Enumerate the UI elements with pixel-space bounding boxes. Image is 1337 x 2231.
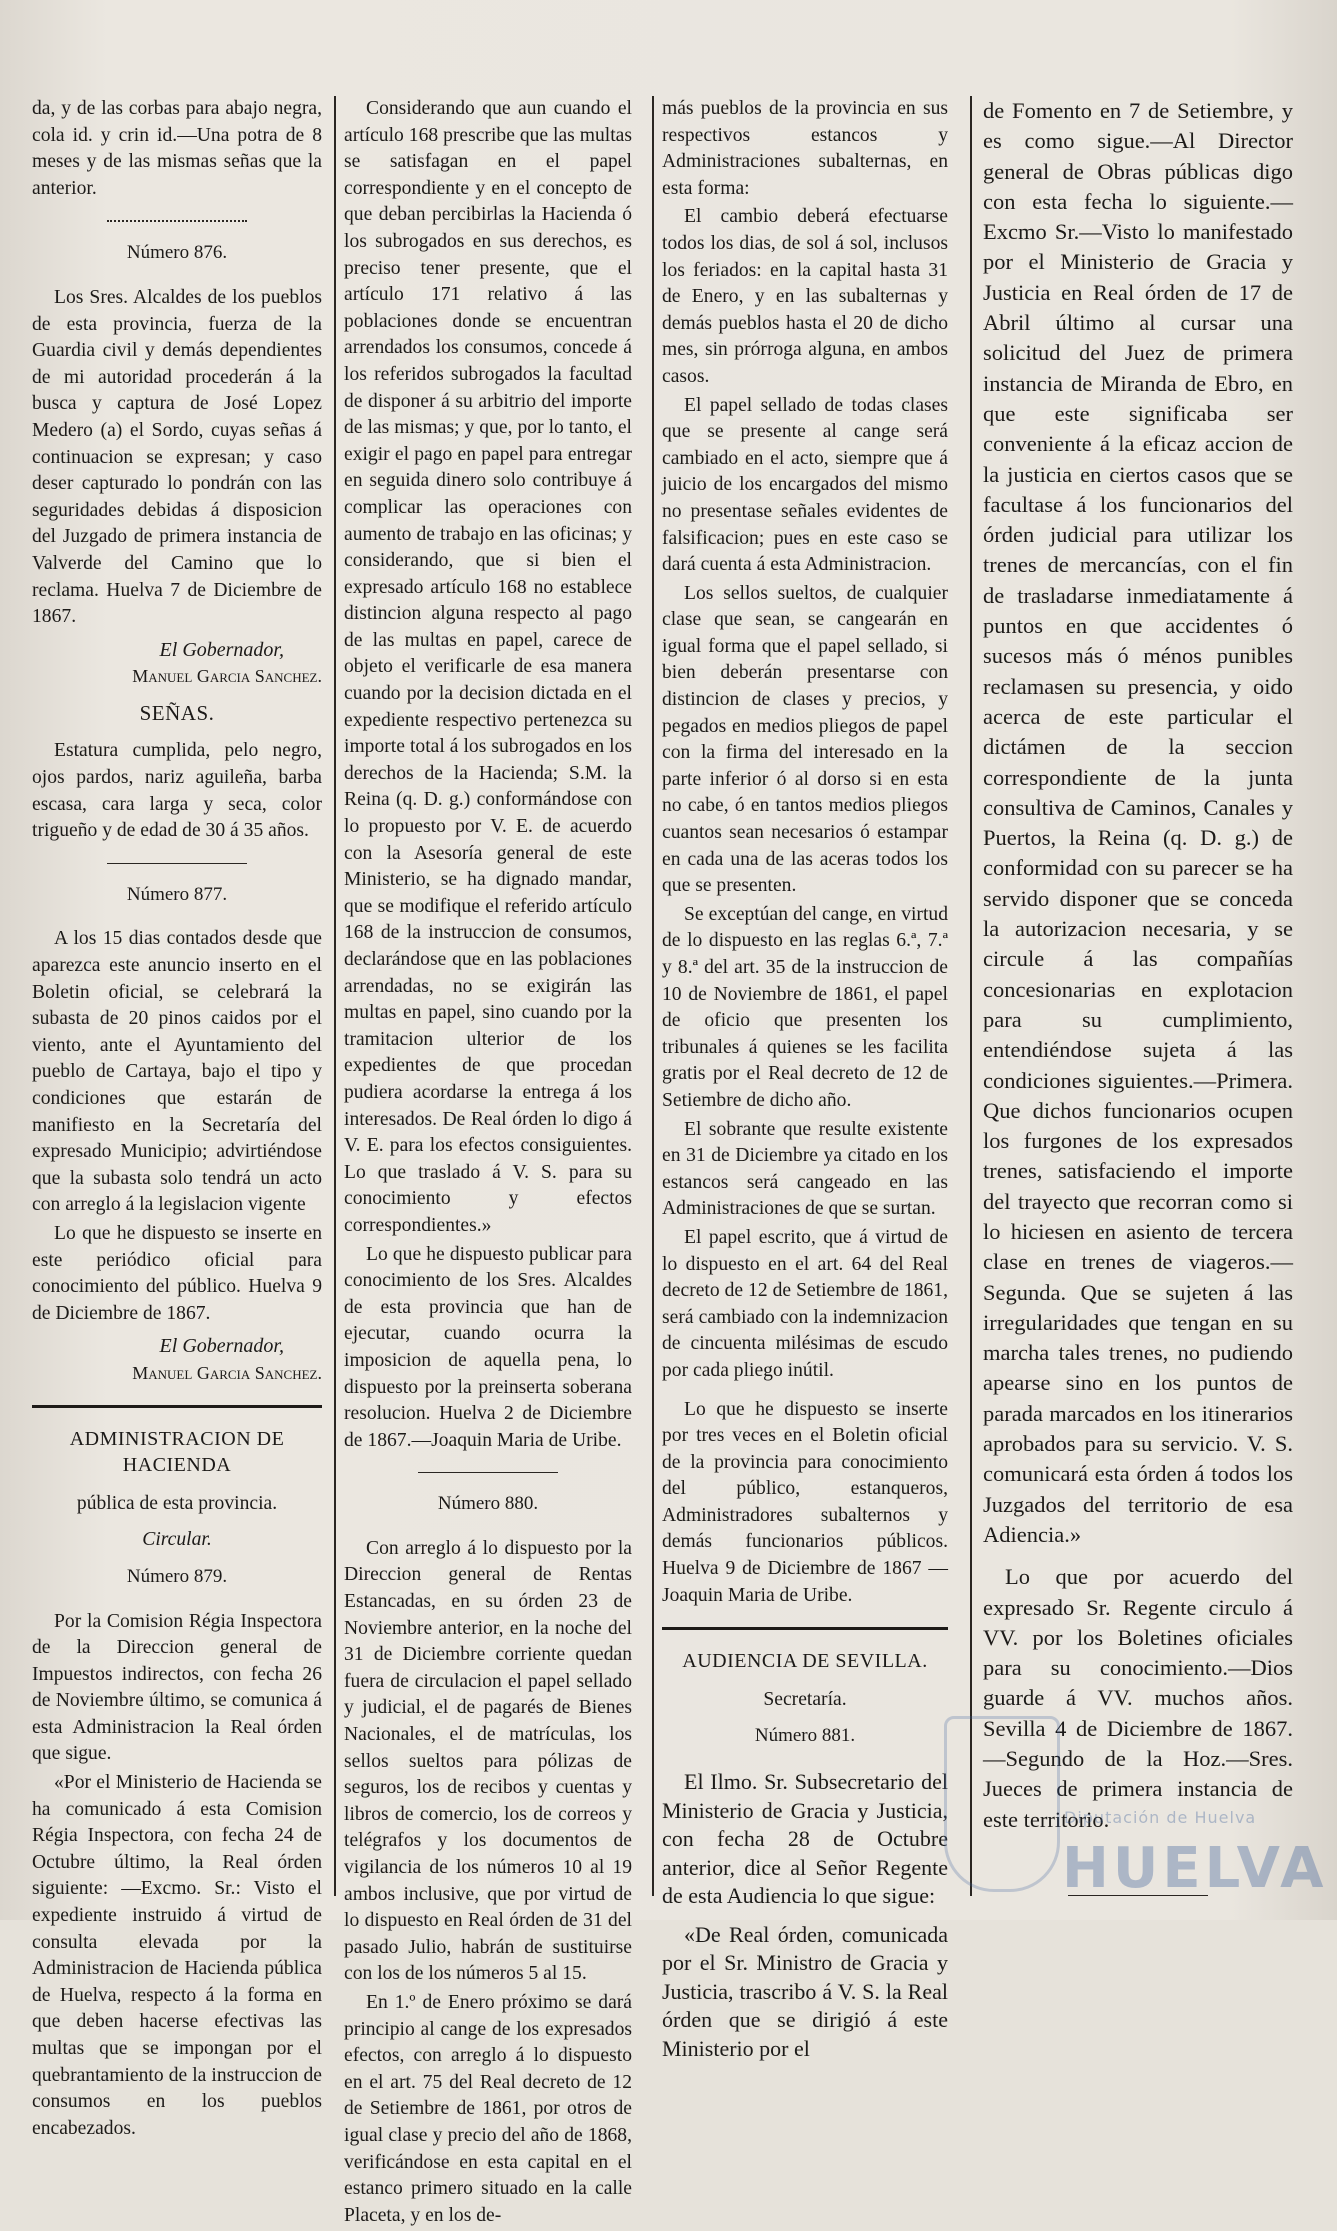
text-paragraph: «Por el Ministerio de Hacienda se ha comunicado á esta Comision Régia Inspectora, con fecha 24 de Octubre último, la Real órden siguiente: —Excmo. Sr.: Visto el expediente instruido á virtud de consulta elevada por la Administracion de Hacienda pública de Huelva, respecto á la forma en que deben hacerse efectivas las multas que se impongan por el quebrantamiento de la instruccion de consumos en los pueblos encabezados. (32, 1772, 322, 2139)
separator-rule (107, 863, 247, 864)
circular-label: Circular. (142, 1529, 212, 1551)
text-paragraph: Estatura cumplida, pelo negro, ojos pardos, nariz aguileña, barba escasa, cara larga y seca, color trigueño y de edad de 30 á 35 años. (32, 740, 322, 842)
text-paragraph: Se exceptúan del cange, en virtud de lo dispuesto en las reglas 6.ª, 7.ª y 8.ª del art. 35 de la instruccion de 10 de Noviembre de 1861, el papel de oficio que presenten los tribunales á quienes se les facilita gratis por el Real decreto de 12 de Setiembre de dicho año. (662, 903, 948, 1111)
column-2 (344, 96, 632, 2231)
column-divider (652, 96, 654, 1896)
section-rule (662, 1627, 948, 1630)
secretaria-label: Secretaría. (763, 1688, 847, 1710)
notice-number-876: Número 876. (126, 242, 228, 264)
notice-number-880: Número 880. (437, 1493, 539, 1515)
column-3 (662, 96, 948, 2065)
column-divider (970, 96, 972, 1896)
text-paragraph: El cambio deberá efectuarse todos los dias, de sol á sol, inclusos los feriados: en la capital hasta 31 de Enero, y en las subalternas y demás pueblos hasta el 20 de dicho mes, sin prórroga alguna, en ambos casos. (662, 206, 948, 387)
text-paragraph: Los sellos sueltos, de cualquier clase que sean, se cangearán en igual forma que el papel sellado, si bien deberán presentarse con distincion de clases y precios, y pegados en medios pliegos de papel con la firma del interesado en la parte inferior ó al dorso si en esta no cabe, ó en tantos medios pliegos cuantos sean necesarios ó estampar en cada una de las aceras todos los que se presenten. (662, 582, 948, 897)
notice-number-877: Número 877. (126, 883, 228, 905)
text-paragraph: El papel sellado de todas clases que se presente al cange será cambiado en el acto, siempre que á juicio de los encargados del mismo no presentase señales evidentes de falsificacion; pues en este caso se dará cuenta á esta Administracion. (662, 394, 948, 576)
text-paragraph: Con arreglo á lo dispuesto por la Direccion general de Rentas Estancadas, en su órden 23 de Noviembre anterior, en la noche del 31 de Diciembre corriente quedan fuera de circulacion el papel sellado y judicial, el de pagarés de Bienes Nacionales, el de matrículas, los sellos sueltos para pólizas de seguros, los de recibos y cuentas y libros de comercio, los de correos y telégrafos y los documentos de vigilancia de los números 10 al 19 ambos inclusive, que por virtud de lo dispuesto en Real órden de 31 del pasado Julio, habrán de sustituirse con los de los números 5 al 15. (344, 1537, 632, 1985)
text-paragraph: El papel escrito, que á virtud de lo dispuesto en el art. 64 del Real decreto de 12 de Setiembre de 1861, será cambiado con la indemnizacion de cincuenta milésimas de escudo por cada pliego inútil. (662, 1226, 948, 1381)
text-paragraph: «De Real órden, comunicada por el Sr. Ministro de Gracia y Justicia, trascribo á V. S. la Real órden que se dirigió á este Ministerio por el (662, 1921, 948, 2061)
text-paragraph: Considerando que aun cuando el artículo 168 prescribe que las multas se satisfagan en el papel correspondiente y en el concepto de que deban percibirlas la Hacienda ó los subrogados en sus derechos, es preciso tener presente, que el artículo 171 relativo á las poblaciones donde se encuentran arrendados los consumos, concede á los referidos subrogados la facultad de disponer á su arbitrio del importe de las mismas; y que, por lo tanto, el exigir el pago en papel para entregar en seguida dinero solo contribuye á complicar las operaciones con aumento de trabajo en las oficinas; y considerando, que si bien el expresado artículo 168 no establece distincion alguna respecto al pago de las multas en papel, carece de objeto el verificarle de esa manera cuando por la decision dictada en el expediente respectivo pertenezca su importe total á los subrogados en los derechos de la Hacienda; S.M. la Reina (q. D. g.) conformándose con lo propuesto por V. E. de acuerdo con la Asesoría general de este Ministerio, se ha dignado mandar, que se modifique el referido artículo 168 de la instruccion de consumos, declarándose que en las poblaciones arrendadas, no se exigirán las multas en papel, sino cuando por la tramitacion ulterior de los expedientes de que procedan pudiera acordarse la entrega á los interesados. De Real órden lo digo á V. E. para los efectos consiguientes. Lo que traslado á V. S. para su conocimiento y efectos correspondientes.» (344, 98, 632, 1236)
text-paragraph: En 1.º de Enero próximo se dará principio al cange de los expresados efectos, con arreglo á lo dispuesto en el art. 75 del Real decreto de 12 de Setiembre de 1861, por otros de igual clase y precio del año de 1868, verificándose en esta capital en el estanco primero situado en la calle Placeta, y en los de- (344, 1991, 632, 2226)
audiencia-heading: AUDIENCIA DE SEVILLA. (682, 1650, 928, 1673)
signer-name: Manuel Garcia Sanchez. (132, 1362, 322, 1383)
text-paragraph: Lo que he dispuesto se inserte en este periódico oficial para conocimiento del público. Huelva 9 de Diciembre de 1867. (32, 1222, 322, 1324)
signer-role: El Gobernador, (159, 1335, 284, 1358)
admin-subheading: pública de esta provincia. (76, 1492, 278, 1514)
archive-crest-watermark (944, 1716, 1060, 1892)
notice-number-881: Número 881. (754, 1725, 856, 1747)
text-paragraph: de Fomento en 7 de Setiembre, y es como sigue.—Al Director general de Obras públicas digo con esta fecha lo siguiente.—Excmo Sr.—Visto lo manifestado por el Ministerio de Gracia y Justicia en Real órden de 17 de Abril último al cursar una solicitud del Juez de primera instancia de Miranda de Ebro, en que este significaba ser conveniente á la eficaz accion de la justicia en ciertos casos que se facultase á los funcionarios del órden judicial para utilizar los trenes de mercancías, con el fin de trasladarse inmediatamente á puntos en que accidentes ó sucesos más ó ménos punibles reclamasen su presencia, y oido acerca de este particular el dictámen de la seccion correspondiente de la junta consultiva de Caminos, Canales y Puertos, la Reina (q. D. g.) de conformidad con su parecer se ha servido disponer que se conceda la autorizacion necesaria, y se circule á las compañías concesionarias en explotacion para su cumplimiento, entendiéndose sujeta á las condiciones siguientes.—Primera. Que dichos funcionarios ocupen los furgones de los expresados trenes, satisfaciendo el importe del trayecto que recorran como si lo hiciesen en asiento de tercera clase en trenes de viageros.—Segunda. Que se sujeten á las irregularidades que tengan en su marcha tales trenes, no pudiendo apearse sino en los puntos de parada marcados en los itinerarios aprobados para su servicio. V. S. comunicará esta órden á todos los Juzgados del territorio de esa Adiencia.» (983, 98, 1293, 1547)
text-paragraph: más pueblos de la provincia en sus respectivos estancos y Administraciones subalternas, en esta forma: (662, 98, 948, 199)
text-paragraph: El sobrante que resulte existente en 31 de Diciembre ya citado en los estancos será cangeado en las Administraciones de que se surtan. (662, 1118, 948, 1220)
column-4 (983, 96, 1293, 1914)
column-divider (334, 96, 336, 1896)
signer-role: El Gobernador, (159, 638, 284, 661)
text-paragraph: Por la Comision Régia Inspectora de la Direccion general de Impuestos indirectos, con fecha 26 de Noviembre último, se comunica á esta Administracion la Real órden que sigue. (32, 1610, 322, 1765)
text-paragraph: Lo que he dispuesto se inserte por tres veces en el Boletin oficial de la provincia para conocimiento del público, estanqueros, Administradores subalternos y demás funcionarios públicos. Huelva 9 de Diciembre de 1867 —Joaquin Maria de Uribe. (662, 1398, 948, 1606)
text-paragraph: A los 15 dias contados desde que aparezca este anuncio inserto en el Boletin oficial, se celebrará la subasta de 20 pinos caidos por el viento, ante el Ayuntamiento del pueblo de Cartaya, bajo el tipo y condiciones que estarán de manifiesto en la Secretaría del expresado Municipio; advirtiéndose que la subasta solo tendrá un acto con arreglo á la legislacion vigente (32, 928, 322, 1216)
signer-name: Manuel Garcia Sanchez. (132, 666, 322, 687)
text-paragraph: da, y de las corbas para abajo negra, cola id. y crin id.—Una potra de 8 meses y de las mismas señas que la anterior. (32, 98, 322, 199)
separator-rule (418, 1472, 558, 1473)
column-1 (32, 96, 322, 2144)
notice-number-879: Número 879. (126, 1565, 228, 1587)
watermark-text: HUELVA (1062, 1836, 1328, 1901)
admin-hacienda-heading: ADMINISTRACION DE HACIENDA (69, 1427, 285, 1477)
text-paragraph: Lo que he dispuesto publicar para conocimiento de los Sres. Alcaldes de esta provincia que han de ejecutar, cuando ocurra la imposicion de aquella pena, lo dispuesto por la preinserta soberana resolucion. Huelva 2 de Diciembre de 1867.—Joaquin Maria de Uribe. (344, 1243, 632, 1451)
text-paragraph: El Ilmo. Sr. Subsecretario del Ministerio de Gracia y Justicia, con fecha 28 de Octubre anterior, dice al Señor Regente de esta Audiencia lo que sigue: (662, 1769, 948, 1909)
text-paragraph: Lo que por acuerdo del expresado Sr. Regente circulo á VV. por los Boletines oficiales para su conocimiento.—Dios guarde á VV. muchos años. Sevilla 4 de Diciembre de 1867.—Segundo de la Hoz.—Sres. Jueces de primera instancia de este territorio. (983, 1564, 1293, 1832)
senas-heading: SEÑAS. (139, 700, 215, 725)
section-rule (32, 1405, 322, 1408)
watermark-caption: Diputación de Huelva (1064, 1808, 1257, 1827)
separator-rule (107, 220, 247, 222)
text-paragraph: Los Sres. Alcaldes de los pueblos de esta provincia, fuerza de la Guardia civil y demás dependientes de mi autoridad procederán á la busca y captura de José Lopez Medero (a) el Sordo, cuyas señas á continuacion se expresan; y caso deser capturado lo pondrán con las seguridades debidas á disposicion del Juzgado de primera instancia de Valverde del Camino que lo reclama. Huelva 7 de Diciembre de 1867. (32, 286, 322, 628)
